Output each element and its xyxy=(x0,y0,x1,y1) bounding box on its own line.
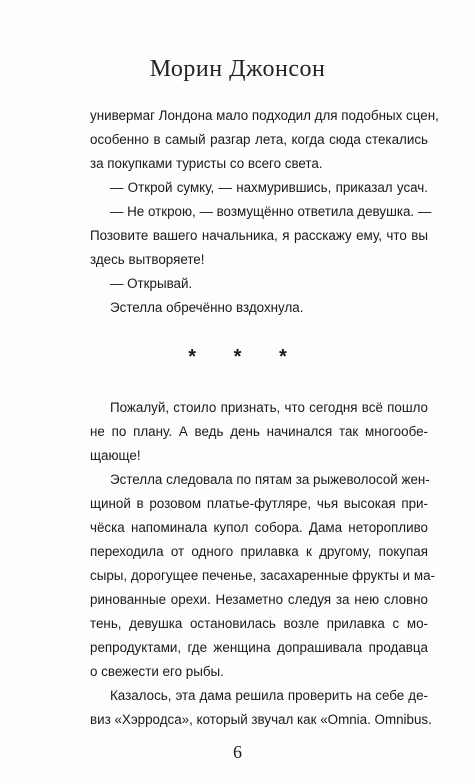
text-line: Пожалуй, стоило признать, что сегодня всё пошло xyxy=(110,400,428,415)
text-line: здесь вытворяете! xyxy=(90,252,205,267)
text-line: переходила от одного прилавка к другому, покупая xyxy=(90,544,428,559)
text-line: не по плану. А ведь день начинался так многообе- xyxy=(90,424,428,439)
text-line: чёска напоминала купол собора. Дама неторопливо xyxy=(90,520,428,535)
text-line: Эстелла следовала по пятам за рыжеволосой жен- xyxy=(110,472,430,487)
text-line: тень, девушка остановилась возле прилавка с мо- xyxy=(90,616,428,631)
section-separator: * * * xyxy=(188,346,303,368)
text-line: Казалось, эта дама решила проверить на себе де- xyxy=(110,688,428,703)
text-line: щиной в розовом платье-футляре, чья высокая при- xyxy=(90,496,428,511)
text-line: щающе! xyxy=(90,448,141,463)
text-line: за покупками туристы со всего света. xyxy=(90,156,323,171)
text-line: о свежести его рыбы. xyxy=(90,664,224,679)
text-line: сыры, дорогущее печенье, засахаренные фрукты и ма- xyxy=(90,568,435,583)
text-line: Позовите вашего начальника, я расскажу ему, что вы xyxy=(90,228,428,243)
text-line: виз «Хэрродса», который звучал как «Omnia. Omnibus. xyxy=(90,712,432,727)
text-line: репродуктами, где женщина допрашивала продавца xyxy=(90,640,428,655)
text-line: ринованные орехи. Незаметно следуя за нею словно xyxy=(90,592,428,607)
running-head-author: Морин Джонсон xyxy=(149,56,326,82)
text-line: Эстелла обречённо вздохнула. xyxy=(110,300,304,315)
text-line: особенно в самый разгар лета, когда сюда стекались xyxy=(90,132,428,147)
text-line: — Открой сумку, — нахмурившись, приказал усач. xyxy=(110,180,428,195)
text-line: — Не открою, — возмущённо ответила девушка. — xyxy=(110,204,432,219)
text-line: — Открывай. xyxy=(110,276,193,291)
page-number: 6 xyxy=(233,742,242,762)
text-line: универмаг Лондона мало подходил для подобных сцен, xyxy=(90,108,439,123)
